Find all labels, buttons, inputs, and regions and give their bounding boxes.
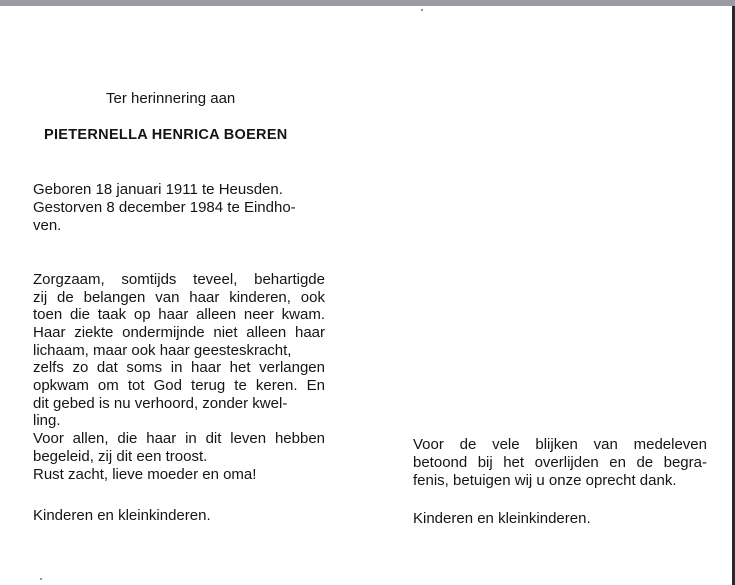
deceased-name: PIETERNELLA HENRICA BOEREN	[44, 127, 288, 143]
poem-line: toen die taak op haar alleen neer kwam.	[33, 306, 325, 323]
poem-line: Rust zacht, lieve moeder en oma!	[33, 466, 257, 483]
poem-line: opkwam om tot God terug te keren. En	[33, 377, 325, 394]
poem-line: zelfs zo dat soms in haar het verlangen	[33, 359, 325, 376]
scan-speck	[421, 9, 423, 11]
poem-line: zij de belangen van haar kinderen, ook	[33, 289, 325, 306]
poem-line: Zorgzaam, somtijds teveel, behartigde	[33, 271, 325, 288]
left-signature: Kinderen en kleinkinderen.	[33, 507, 211, 524]
birth-line: Geboren 18 januari 1911 te Heusden.	[33, 181, 283, 198]
poem-line: ling.	[33, 412, 61, 429]
thanks-line: Voor de vele blijken van medeleven	[413, 436, 707, 453]
poem-line: lichaam, maar ook haar geesteskracht,	[33, 342, 292, 359]
right-signature: Kinderen en kleinkinderen.	[413, 510, 591, 527]
poem-line: Voor allen, die haar in dit leven hebben	[33, 430, 325, 447]
poem-line: Haar ziekte ondermijnde niet alleen haar	[33, 324, 325, 341]
death-line: Gestorven 8 december 1984 te Eindho-	[33, 199, 296, 216]
poem-line: begeleid, zij dit een troost.	[33, 448, 208, 465]
thanks-line: fenis, betuigen wij u onze oprecht dank.	[413, 472, 677, 489]
memorial-card	[0, 6, 732, 585]
poem-line: dit gebed is nu verhoord, zonder kwel-	[33, 395, 288, 412]
death-line-continued: ven.	[33, 217, 62, 234]
memorial-heading: Ter herinnering aan	[106, 90, 236, 107]
scan-speck	[40, 578, 42, 580]
thanks-line: betoond bij het overlijden en de begra-	[413, 454, 707, 471]
